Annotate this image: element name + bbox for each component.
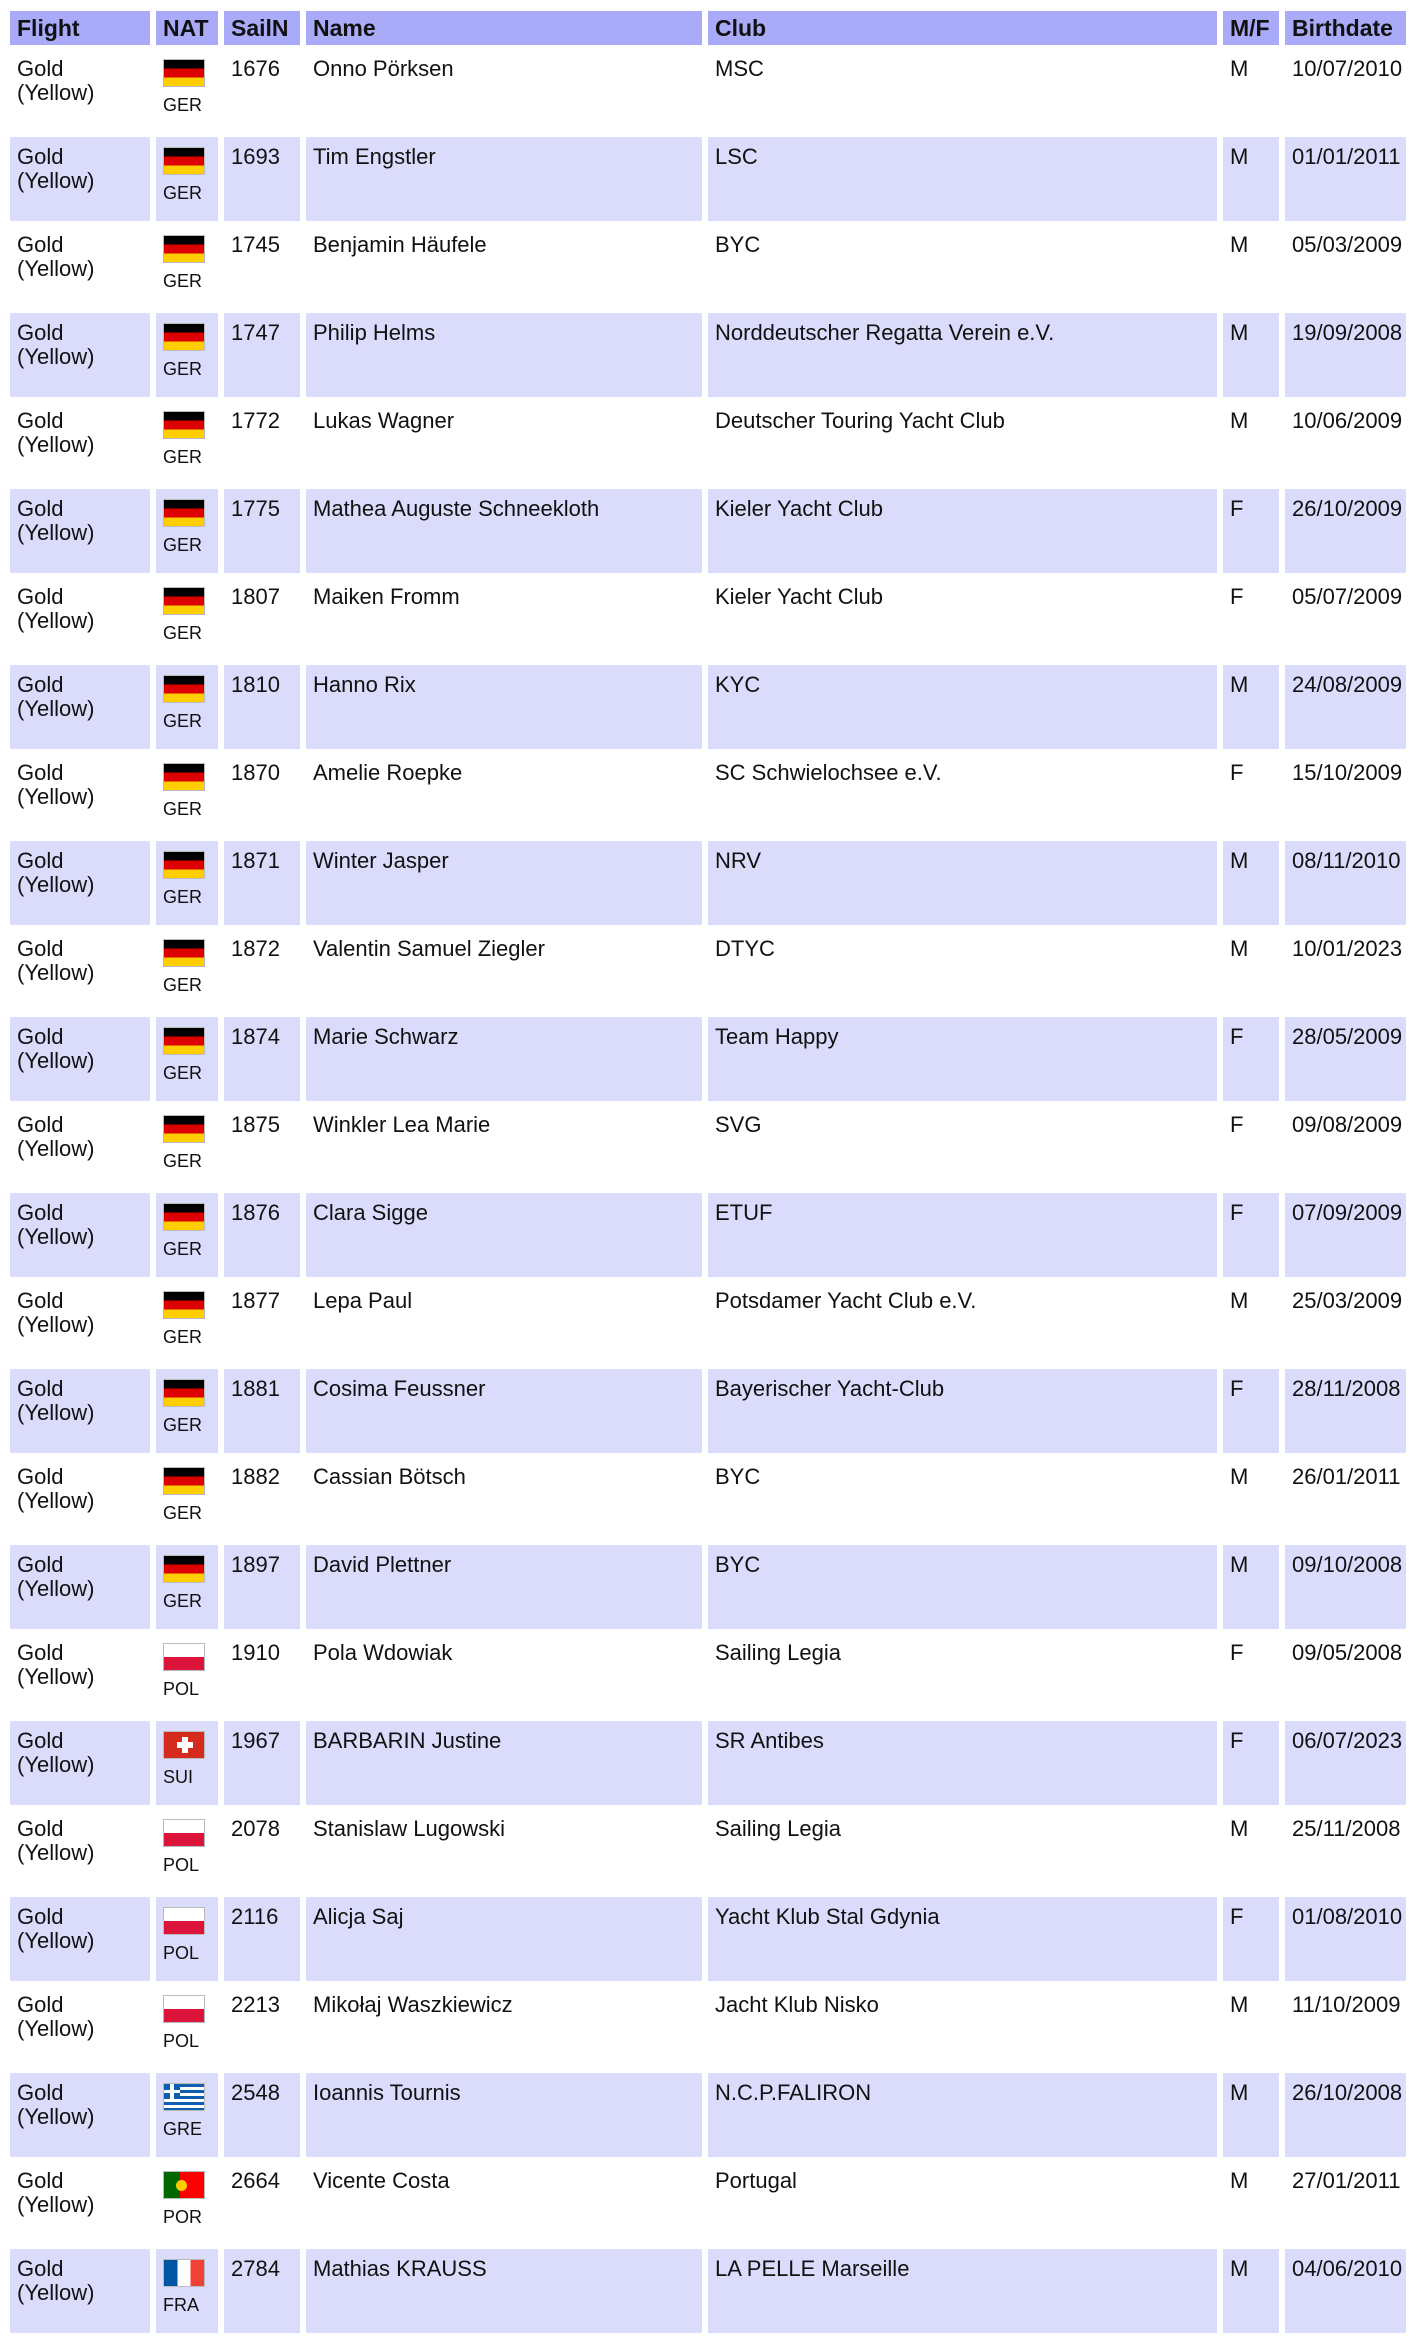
cell-nat [156, 841, 218, 925]
cell-gender: F [1223, 577, 1279, 661]
cell-club: Potsdamer Yacht Club e.V. [708, 1281, 1217, 1365]
table-row [10, 1633, 1406, 1717]
cell-sail-number: 1772 [224, 401, 300, 485]
cell-birthdate: 05/07/2009 [1285, 577, 1406, 661]
cell-flight: Gold (Yellow) [10, 1545, 150, 1629]
cell-club: Jacht Klub Nisko [708, 1985, 1217, 2069]
cell-sail-number: 2548 [224, 2073, 300, 2157]
cell-birthdate: 07/09/2009 [1285, 1193, 1406, 1277]
cell-club: Norddeutscher Regatta Verein e.V. [708, 313, 1217, 397]
flag-ger-icon [163, 499, 205, 527]
cell-sail-number: 1875 [224, 1105, 300, 1189]
cell-flight: Gold (Yellow) [10, 489, 150, 573]
cell-birthdate: 09/08/2009 [1285, 1105, 1406, 1189]
header-name[interactable]: Name [306, 11, 702, 45]
cell-sail-number: 1967 [224, 1721, 300, 1805]
cell-birthdate: 01/08/2010 [1285, 1897, 1406, 1981]
table-row [10, 1369, 1406, 1453]
cell-birthdate: 25/03/2009 [1285, 1281, 1406, 1365]
nat-code: GER [163, 271, 203, 291]
cell-birthdate: 28/05/2009 [1285, 1017, 1406, 1101]
cell-flight: Gold (Yellow) [10, 1369, 150, 1453]
cell-sail-number: 1807 [224, 577, 300, 661]
table-row [10, 1281, 1406, 1365]
cell-gender: F [1223, 753, 1279, 837]
cell-birthdate: 06/07/2023 [1285, 1721, 1406, 1805]
cell-nat [156, 2073, 218, 2157]
table-row [10, 1017, 1406, 1101]
cell-name: Clara Sigge [306, 1193, 702, 1277]
nat-code: GER [163, 95, 203, 115]
cell-nat [156, 225, 218, 309]
header-birthdate[interactable]: Birthdate [1285, 11, 1406, 45]
cell-flight: Gold (Yellow) [10, 1809, 150, 1893]
cell-gender: M [1223, 313, 1279, 397]
cell-flight: Gold (Yellow) [10, 1281, 150, 1365]
cell-birthdate: 09/05/2008 [1285, 1633, 1406, 1717]
cell-name: Winkler Lea Marie [306, 1105, 702, 1189]
header-flight[interactable]: Flight [10, 11, 150, 45]
cell-nat [156, 665, 218, 749]
cell-gender: F [1223, 1193, 1279, 1277]
nat-code: GER [163, 623, 203, 643]
cell-flight: Gold (Yellow) [10, 841, 150, 925]
cell-club: DTYC [708, 929, 1217, 1013]
cell-name: Lepa Paul [306, 1281, 702, 1365]
table-row [10, 1457, 1406, 1541]
cell-club: Kieler Yacht Club [708, 489, 1217, 573]
flag-pol-icon [163, 1995, 205, 2023]
cell-nat [156, 1457, 218, 1541]
flag-pol-icon [163, 1819, 205, 1847]
table-row [10, 1897, 1406, 1981]
cell-birthdate: 10/01/2023 [1285, 929, 1406, 1013]
cell-flight: Gold (Yellow) [10, 1721, 150, 1805]
cell-gender: M [1223, 49, 1279, 133]
cell-name: Mikołaj Waszkiewicz [306, 1985, 702, 2069]
flag-ger-icon [163, 323, 205, 351]
nat-code: POL [163, 1679, 200, 1699]
cell-club: Deutscher Touring Yacht Club [708, 401, 1217, 485]
cell-nat [156, 489, 218, 573]
cell-gender: M [1223, 665, 1279, 749]
table-row [10, 1809, 1406, 1893]
cell-name: Onno Pörksen [306, 49, 702, 133]
cell-birthdate: 10/07/2010 [1285, 49, 1406, 133]
cell-club: Sailing Legia [708, 1633, 1217, 1717]
cell-club: BYC [708, 1545, 1217, 1629]
flag-por-icon [163, 2171, 205, 2199]
header-row [10, 11, 1406, 45]
flag-ger-icon [163, 851, 205, 879]
cell-birthdate: 05/03/2009 [1285, 225, 1406, 309]
cell-birthdate: 04/06/2010 [1285, 2249, 1406, 2333]
table-row [10, 225, 1406, 309]
cell-name: Mathias KRAUSS [306, 2249, 702, 2333]
flag-ger-icon [163, 1115, 205, 1143]
cell-gender: F [1223, 1897, 1279, 1981]
flag-ger-icon [163, 411, 205, 439]
cell-gender: M [1223, 401, 1279, 485]
cell-nat [156, 1897, 218, 1981]
cell-name: Hanno Rix [306, 665, 702, 749]
cell-sail-number: 2664 [224, 2161, 300, 2245]
cell-flight: Gold (Yellow) [10, 1457, 150, 1541]
flag-ger-icon [163, 1467, 205, 1495]
cell-club: BYC [708, 225, 1217, 309]
cell-club: Portugal [708, 2161, 1217, 2245]
nat-code: FRA [163, 2295, 199, 2315]
cell-nat [156, 929, 218, 1013]
table-row [10, 2073, 1406, 2157]
cell-club: Team Happy [708, 1017, 1217, 1101]
cell-name: Marie Schwarz [306, 1017, 702, 1101]
cell-nat [156, 1985, 218, 2069]
cell-nat [156, 313, 218, 397]
header-club[interactable]: Club [708, 11, 1217, 45]
cell-name: Philip Helms [306, 313, 702, 397]
cell-club: SVG [708, 1105, 1217, 1189]
nat-code: GER [163, 359, 203, 379]
cell-gender: M [1223, 1457, 1279, 1541]
cell-sail-number: 1877 [224, 1281, 300, 1365]
flag-ger-icon [163, 1291, 205, 1319]
nat-code: GER [163, 447, 203, 467]
cell-sail-number: 1745 [224, 225, 300, 309]
cell-nat [156, 137, 218, 221]
cell-gender: M [1223, 2073, 1279, 2157]
flag-ger-icon [163, 763, 205, 791]
cell-birthdate: 09/10/2008 [1285, 1545, 1406, 1629]
cell-birthdate: 26/10/2008 [1285, 2073, 1406, 2157]
cell-flight: Gold (Yellow) [10, 1985, 150, 2069]
cell-sail-number: 2784 [224, 2249, 300, 2333]
flag-pol-icon [163, 1907, 205, 1935]
nat-code: POL [163, 1943, 200, 1963]
cell-name: Ioannis Tournis [306, 2073, 702, 2157]
cell-sail-number: 1747 [224, 313, 300, 397]
cell-gender: M [1223, 225, 1279, 309]
table-row [10, 929, 1406, 1013]
flag-ger-icon [163, 1027, 205, 1055]
cell-flight: Gold (Yellow) [10, 2161, 150, 2245]
table-row [10, 1193, 1406, 1277]
table-row [10, 753, 1406, 837]
header-mf[interactable]: M/F [1223, 11, 1279, 45]
cell-birthdate: 27/01/2011 [1285, 2161, 1406, 2245]
cell-club: Bayerischer Yacht-Club [708, 1369, 1217, 1453]
cell-flight: Gold (Yellow) [10, 49, 150, 133]
flag-pol-icon [163, 1643, 205, 1671]
cell-sail-number: 1810 [224, 665, 300, 749]
cell-flight: Gold (Yellow) [10, 665, 150, 749]
cell-birthdate: 10/06/2009 [1285, 401, 1406, 485]
cell-flight: Gold (Yellow) [10, 137, 150, 221]
nat-code: GER [163, 1503, 203, 1523]
nat-code: GER [163, 799, 203, 819]
cell-club: MSC [708, 49, 1217, 133]
nat-code: GER [163, 183, 203, 203]
cell-gender: M [1223, 2161, 1279, 2245]
flag-ger-icon [163, 675, 205, 703]
nat-code: GER [163, 1151, 203, 1171]
cell-gender: F [1223, 1017, 1279, 1101]
header-nat[interactable]: NAT [156, 11, 218, 45]
cell-nat [156, 49, 218, 133]
cell-nat [156, 1369, 218, 1453]
cell-gender: F [1223, 1721, 1279, 1805]
nat-code: GER [163, 1327, 203, 1347]
table-row [10, 1545, 1406, 1629]
cell-flight: Gold (Yellow) [10, 313, 150, 397]
cell-sail-number: 1897 [224, 1545, 300, 1629]
cell-club: LSC [708, 137, 1217, 221]
cell-name: Amelie Roepke [306, 753, 702, 837]
nat-code: GER [163, 1415, 203, 1435]
cell-birthdate: 26/01/2011 [1285, 1457, 1406, 1541]
cell-sail-number: 1871 [224, 841, 300, 925]
cell-name: Maiken Fromm [306, 577, 702, 661]
cell-sail-number: 2116 [224, 1897, 300, 1981]
table-row [10, 137, 1406, 221]
cell-club: KYC [708, 665, 1217, 749]
cell-gender: M [1223, 1545, 1279, 1629]
flag-ger-icon [163, 587, 205, 615]
cell-sail-number: 1775 [224, 489, 300, 573]
cell-birthdate: 19/09/2008 [1285, 313, 1406, 397]
table-row [10, 577, 1406, 661]
cell-club: Kieler Yacht Club [708, 577, 1217, 661]
cell-nat [156, 2249, 218, 2333]
table-row [10, 2249, 1406, 2333]
cell-sail-number: 1676 [224, 49, 300, 133]
table-body [10, 49, 1406, 2333]
cell-flight: Gold (Yellow) [10, 753, 150, 837]
cell-flight: Gold (Yellow) [10, 929, 150, 1013]
cell-nat [156, 577, 218, 661]
flag-gre-icon [163, 2083, 205, 2111]
cell-name: BARBARIN Justine [306, 1721, 702, 1805]
cell-sail-number: 1876 [224, 1193, 300, 1277]
cell-club: BYC [708, 1457, 1217, 1541]
cell-flight: Gold (Yellow) [10, 401, 150, 485]
cell-birthdate: 08/11/2010 [1285, 841, 1406, 925]
flag-ger-icon [163, 147, 205, 175]
cell-gender: F [1223, 1369, 1279, 1453]
cell-gender: M [1223, 137, 1279, 221]
flag-ger-icon [163, 235, 205, 263]
cell-gender: F [1223, 489, 1279, 573]
cell-name: Pola Wdowiak [306, 1633, 702, 1717]
entry-list-table [4, 7, 1410, 2337]
cell-flight: Gold (Yellow) [10, 1897, 150, 1981]
cell-name: Tim Engstler [306, 137, 702, 221]
cell-flight: Gold (Yellow) [10, 2073, 150, 2157]
cell-name: Alicja Saj [306, 1897, 702, 1981]
cell-name: Vicente Costa [306, 2161, 702, 2245]
cell-birthdate: 11/10/2009 [1285, 1985, 1406, 2069]
cell-name: David Plettner [306, 1545, 702, 1629]
flag-ger-icon [163, 1203, 205, 1231]
cell-club: N.C.P.FALIRON [708, 2073, 1217, 2157]
cell-birthdate: 01/01/2011 [1285, 137, 1406, 221]
nat-code: GER [163, 887, 203, 907]
table-row [10, 1985, 1406, 2069]
table-row [10, 841, 1406, 925]
nat-code: POL [163, 2031, 200, 2051]
table-row [10, 1721, 1406, 1805]
cell-gender: M [1223, 1985, 1279, 2069]
cell-sail-number: 2078 [224, 1809, 300, 1893]
cell-club: NRV [708, 841, 1217, 925]
cell-sail-number: 1882 [224, 1457, 300, 1541]
cell-flight: Gold (Yellow) [10, 1105, 150, 1189]
cell-gender: M [1223, 929, 1279, 1013]
cell-club: ETUF [708, 1193, 1217, 1277]
nat-code: GRE [163, 2119, 203, 2139]
nat-code: GER [163, 1591, 203, 1611]
table-row [10, 313, 1406, 397]
cell-sail-number: 2213 [224, 1985, 300, 2069]
cell-sail-number: 1881 [224, 1369, 300, 1453]
cell-sail-number: 1872 [224, 929, 300, 1013]
cell-nat [156, 1017, 218, 1101]
cell-sail-number: 1870 [224, 753, 300, 837]
cell-name: Cassian Bötsch [306, 1457, 702, 1541]
table-row [10, 665, 1406, 749]
cell-sail-number: 1910 [224, 1633, 300, 1717]
table-row [10, 1105, 1406, 1189]
cell-birthdate: 15/10/2009 [1285, 753, 1406, 837]
cell-birthdate: 25/11/2008 [1285, 1809, 1406, 1893]
cell-sail-number: 1693 [224, 137, 300, 221]
cell-club: Sailing Legia [708, 1809, 1217, 1893]
cell-name: Lukas Wagner [306, 401, 702, 485]
flag-ger-icon [163, 59, 205, 87]
cell-flight: Gold (Yellow) [10, 1633, 150, 1717]
flag-fra-icon [163, 2259, 205, 2287]
nat-code: SUI [163, 1767, 194, 1787]
nat-code: GER [163, 711, 203, 731]
flag-ger-icon [163, 939, 205, 967]
cell-nat [156, 1721, 218, 1805]
cell-nat [156, 1809, 218, 1893]
header-sailn[interactable]: SailN [224, 11, 300, 45]
cell-name: Mathea Auguste Schneekloth [306, 489, 702, 573]
nat-code: GER [163, 535, 203, 555]
cell-name: Winter Jasper [306, 841, 702, 925]
cell-name: Cosima Feussner [306, 1369, 702, 1453]
cell-gender: M [1223, 841, 1279, 925]
cell-gender: M [1223, 1809, 1279, 1893]
cell-name: Valentin Samuel Ziegler [306, 929, 702, 1013]
flag-ger-icon [163, 1555, 205, 1583]
table-row [10, 401, 1406, 485]
cell-flight: Gold (Yellow) [10, 577, 150, 661]
cell-nat [156, 753, 218, 837]
flag-sui-icon [163, 1731, 205, 1759]
flag-ger-icon [163, 1379, 205, 1407]
cell-birthdate: 24/08/2009 [1285, 665, 1406, 749]
cell-birthdate: 26/10/2009 [1285, 489, 1406, 573]
cell-nat [156, 1193, 218, 1277]
cell-sail-number: 1874 [224, 1017, 300, 1101]
cell-club: LA PELLE Marseille [708, 2249, 1217, 2333]
nat-code: GER [163, 1063, 203, 1083]
cell-nat [156, 1545, 218, 1629]
cell-flight: Gold (Yellow) [10, 2249, 150, 2333]
cell-club: SR Antibes [708, 1721, 1217, 1805]
table-row [10, 2161, 1406, 2245]
nat-code: GER [163, 1239, 203, 1259]
cell-flight: Gold (Yellow) [10, 1193, 150, 1277]
cell-gender: F [1223, 1633, 1279, 1717]
nat-code: POL [163, 1855, 200, 1875]
nat-code: POR [163, 2207, 203, 2227]
cell-nat [156, 1105, 218, 1189]
cell-birthdate: 28/11/2008 [1285, 1369, 1406, 1453]
cell-club: SC Schwielochsee e.V. [708, 753, 1217, 837]
cell-gender: M [1223, 2249, 1279, 2333]
cell-nat [156, 2161, 218, 2245]
cell-nat [156, 1633, 218, 1717]
cell-flight: Gold (Yellow) [10, 1017, 150, 1101]
table-row [10, 49, 1406, 133]
nat-code: GER [163, 975, 203, 995]
cell-gender: M [1223, 1281, 1279, 1365]
cell-nat [156, 1281, 218, 1365]
cell-name: Benjamin Häufele [306, 225, 702, 309]
cell-flight: Gold (Yellow) [10, 225, 150, 309]
cell-club: Yacht Klub Stal Gdynia [708, 1897, 1217, 1981]
cell-name: Stanislaw Lugowski [306, 1809, 702, 1893]
cell-gender: F [1223, 1105, 1279, 1189]
table-row [10, 489, 1406, 573]
cell-nat [156, 401, 218, 485]
